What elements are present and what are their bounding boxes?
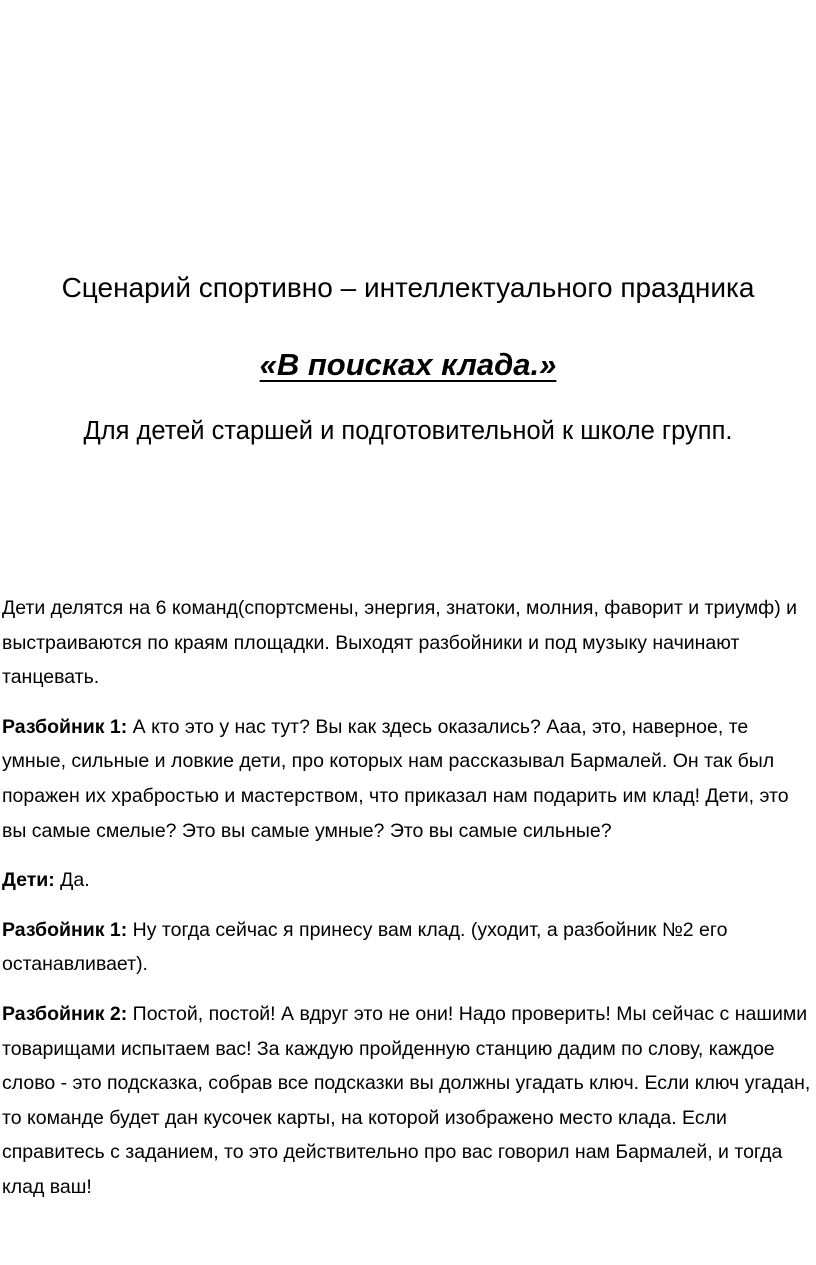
speaker-label: Дети: <box>2 869 55 892</box>
document-title: Сценарий спортивно – интеллектуального праздника <box>61 272 755 303</box>
paragraph-robber-1 <box>2 710 814 848</box>
paragraph-text: Ну тогда сейчас я принесу вам клад. (уходит, а разбойник №2 его останавливает). <box>2 918 728 976</box>
paragraph-intro <box>2 591 814 695</box>
document-event-name <box>0 344 816 386</box>
speaker-label: Разбойник 1: <box>2 918 128 941</box>
event-name-text: «В поисках клада.» <box>259 347 557 382</box>
speaker-label: Разбойник 1: <box>2 715 128 738</box>
speaker-label: Разбойник 2: <box>2 1002 128 1025</box>
paragraph-text: Да. <box>54 869 90 892</box>
document-subtitle: Для детей старшей и подготовительной к школе групп. <box>83 417 733 445</box>
paragraph-robber-1-second <box>2 913 814 982</box>
paragraph-children <box>2 863 814 898</box>
paragraph-robber-2 <box>2 997 814 1205</box>
document-body <box>2 591 814 1220</box>
paragraph-text: А кто это у нас тут? Вы как здесь оказались? Ааа, это, наверное, те умные, сильные и ловкие дети, про которых нам рассказывал Бармалей. Он так был поражен их храбростью и мастерством, что приказал нам подарить им клад! Дети, это вы самые смелые? Это вы самые умные? Это вы самые сильные? <box>2 715 789 842</box>
paragraph-text: Дети делятся на 6 команд(спортсмены, энергия, знатоки, молния, фаворит и триумф) и выстраиваются по краям площадки. Выходят разбойники и под музыку начинают танцевать. <box>2 597 798 689</box>
paragraph-text: Постой, постой! А вдруг это не они! Надо проверить! Мы сейчас с нашими товарищами испытаем вас! За каждую пройденную станцию дадим по слову, каждое слово - это подсказка, собрав все подсказки вы должны угадать ключ. Если ключ угадан, то команде будет дан кусочек карты, на которой изображено место клада. Если справитесь с заданием, то это действительно про вас говорил нам Бармалей, и тогда клад ваш! <box>2 1002 811 1198</box>
